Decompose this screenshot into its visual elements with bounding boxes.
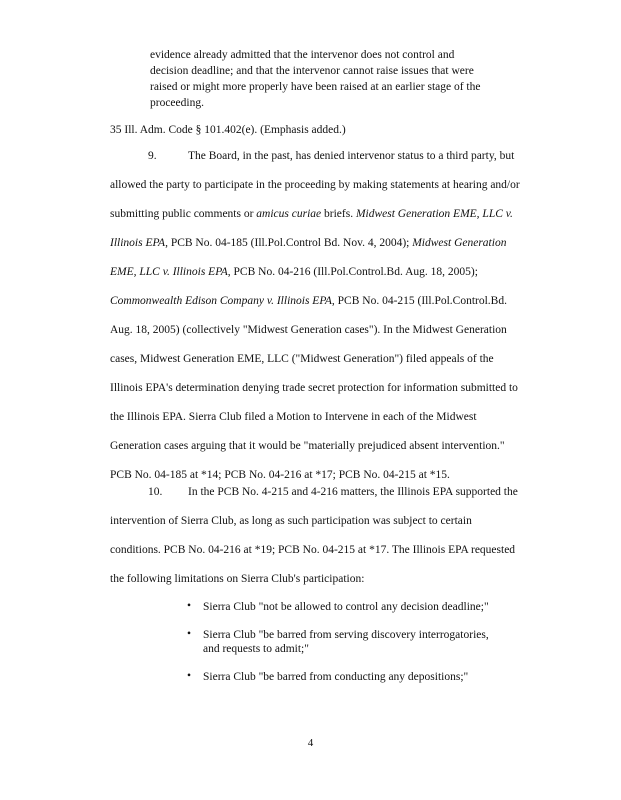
citation: 35 Ill. Adm. Code § 101.402(e). (Emphasis added.) [110, 124, 346, 136]
text-line: cases, Midwest Generation EME, LLC ("Midwest Generation") filed appeals of the [110, 353, 494, 365]
line-text: , PCB No. 04-216 (Ill.Pol.Control.Bd. Aug. 18, 2005); [227, 266, 478, 278]
list-item-text: Sierra Club "not be allowed to control any decision deadline;" [203, 601, 489, 613]
line-text: briefs. [321, 208, 356, 220]
text-line: the following limitations on Sierra Club's participation: [110, 573, 365, 585]
page-number: 4 [307, 737, 314, 749]
list-item [187, 670, 468, 684]
list-item-text: Sierra Club "be barred from conducting any depositions;" [203, 671, 469, 683]
line-text: , PCB No. 04-215 (Ill.Pol.Control.Bd. [331, 295, 507, 307]
text-line: allowed the party to participate in the proceeding by making statements at hearing and/or [110, 179, 520, 191]
quote-line: decision deadline; and that the intervenor cannot raise issues that were [150, 65, 474, 77]
quote-line: proceeding. [150, 97, 204, 109]
bullet-icon: • [187, 628, 192, 640]
text-line: Aug. 18, 2005) (collectively "Midwest Generation cases"). In the Midwest Generation [110, 324, 507, 336]
text-line: conditions. PCB No. 04-216 at *19; PCB No. 04-215 at *17. The Illinois EPA requested [110, 544, 516, 556]
case-name: Midwest Generation [412, 237, 507, 249]
quote-line: evidence already admitted that the intervenor does not control and [150, 49, 455, 61]
text-line: intervention of Sierra Club, as long as such participation was subject to certain [110, 515, 472, 527]
line-text: In the PCB No. 4-215 and 4-216 matters, the Illinois EPA supported the [188, 486, 518, 498]
line-text: The Board, in the past, has denied intervenor status to a third party, but [188, 150, 515, 162]
list-item [187, 600, 489, 614]
list-item-text [203, 628, 489, 656]
case-name: Commonwealth Edison Company v. Illinois EPA [110, 295, 332, 307]
quote-line: raised or might more properly have been raised at an earlier stage of the [150, 81, 481, 93]
paragraph-number: 9. [148, 150, 157, 162]
list-item-line: Sierra Club "be barred from serving discovery interrogatories, [203, 629, 489, 641]
text-line [110, 266, 478, 278]
case-name: Illinois EPA [110, 237, 166, 249]
block-quote [150, 47, 520, 111]
bullet-icon: • [187, 670, 192, 682]
text-line [110, 237, 506, 249]
list-item-line: and requests to admit;" [203, 643, 309, 655]
text-line: Illinois EPA's determination denying trade secret protection for information submitted to [110, 382, 518, 394]
text-line: the Illinois EPA. Sierra Club filed a Motion to Intervene in each of the Midwest [110, 411, 477, 423]
list-item [187, 628, 489, 656]
bullet-icon: • [187, 600, 192, 612]
case-name: EME, LLC v. Illinois EPA [110, 266, 228, 278]
text-line: PCB No. 04-185 at *14; PCB No. 04-216 at *17; PCB No. 04-215 at *15. [110, 469, 450, 481]
line-text: , PCB No. 04-185 (Ill.Pol.Control Bd. Nov. 4, 2004); [165, 237, 413, 249]
text-line [110, 208, 513, 220]
line-text: submitting public comments or [110, 208, 257, 220]
paragraph-number: 10. [148, 486, 163, 498]
text-line [148, 486, 518, 498]
italic-text: amicus curiae [256, 208, 322, 220]
text-line [148, 150, 514, 162]
text-line: Generation cases arguing that it would be "materially prejudiced absent intervention." [110, 440, 505, 452]
text-line [110, 295, 507, 307]
case-name: Midwest Generation EME, LLC v. [355, 208, 513, 220]
